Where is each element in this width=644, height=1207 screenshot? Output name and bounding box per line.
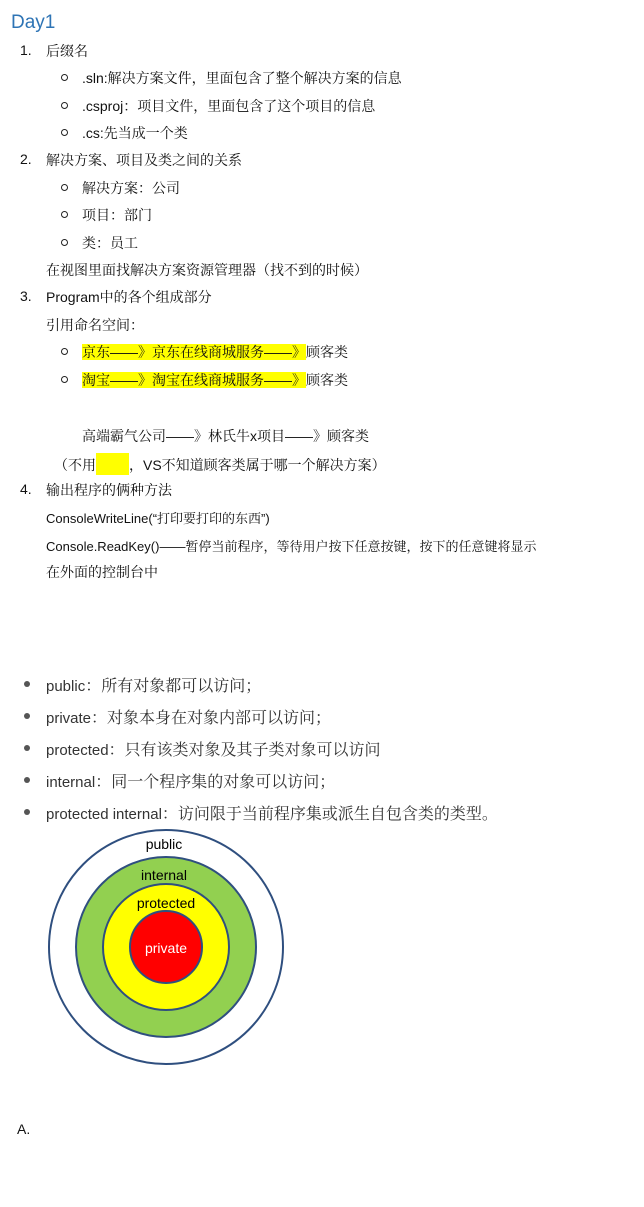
note-prefix: （不用 bbox=[54, 457, 96, 473]
list-item bbox=[82, 370, 348, 390]
label-protected: protected bbox=[136, 895, 196, 911]
code-line-continued: 在外面的控制台中 bbox=[46, 564, 158, 580]
section-3-heading: Program中的各个组成部分 bbox=[46, 289, 212, 305]
bullet-circle-icon bbox=[61, 102, 68, 109]
bullet-circle-icon bbox=[61, 376, 68, 383]
section-2-heading: 解决方案、项目及类之间的关系 bbox=[46, 152, 242, 168]
section-4-heading: 输出程序的俩种方法 bbox=[46, 482, 172, 498]
access-level-diagram bbox=[46, 827, 286, 1067]
bullet-dot-icon bbox=[24, 713, 30, 719]
list-item: 解决方案：公司 bbox=[82, 180, 180, 196]
access-item-internal bbox=[46, 769, 335, 792]
page-title: Day1 bbox=[11, 12, 56, 33]
access-item-protected-internal bbox=[46, 801, 498, 824]
bullet-circle-icon bbox=[61, 348, 68, 355]
highlight-blank bbox=[96, 453, 129, 475]
label-private: private bbox=[144, 940, 188, 956]
access-keyword: public bbox=[46, 678, 86, 695]
list-item: 类：员工 bbox=[82, 235, 138, 251]
access-description: ：对象本身在对象内部可以访问； bbox=[91, 710, 332, 727]
bullet-circle-icon bbox=[61, 239, 68, 246]
access-item-private bbox=[46, 705, 331, 728]
bullet-circle-icon bbox=[61, 184, 68, 191]
bullet-dot-icon bbox=[24, 777, 30, 783]
section-4-number: 4. bbox=[20, 481, 32, 497]
section-3-note bbox=[54, 453, 386, 475]
code-line: Console.ReadKey()——暂停当前程序，等待用户按下任意按键，按下的任意键将显示 bbox=[46, 539, 537, 554]
access-description: ：访问限于当前程序集或派生自包含类的类型。 bbox=[161, 806, 498, 823]
footer-marker: A. bbox=[17, 1121, 31, 1137]
access-keyword: private bbox=[46, 710, 92, 727]
bullet-circle-icon bbox=[61, 129, 68, 136]
list-item: 项目：部门 bbox=[82, 207, 152, 223]
code-line: ConsoleWriteLine(“打印要打印的东西”) bbox=[46, 511, 270, 526]
access-description: ：同一个程序集的对象可以访问； bbox=[95, 774, 336, 791]
bullet-circle-icon bbox=[61, 74, 68, 81]
access-description: ：所有对象都可以访问； bbox=[85, 678, 262, 695]
list-item bbox=[82, 342, 348, 362]
list-item: .sln:解决方案文件，里面包含了整个解决方案的信息 bbox=[82, 70, 402, 86]
highlighted-text: 淘宝——》淘宝在线商城服务——》 bbox=[82, 372, 306, 388]
section-3-example: 高端霸气公司——》林氏牛x项目——》顾客类 bbox=[82, 428, 369, 444]
section-2-number: 2. bbox=[20, 151, 32, 167]
bullet-circle-icon bbox=[61, 211, 68, 218]
list-item: .csproj：项目文件，里面包含了这个项目的信息 bbox=[82, 98, 376, 114]
bullet-dot-icon bbox=[24, 809, 30, 815]
access-keyword: protected bbox=[46, 742, 109, 759]
access-keyword: internal bbox=[46, 774, 96, 791]
section-1-number: 1. bbox=[20, 42, 32, 58]
bullet-dot-icon bbox=[24, 681, 30, 687]
section-3-subheading: 引用命名空间： bbox=[46, 317, 144, 333]
access-description: ：只有该类对象及其子类对象可以访问 bbox=[108, 742, 381, 759]
note-suffix: ，VS不知道顾客类属于哪一个解决方案） bbox=[129, 457, 386, 473]
list-item-suffix: 顾客类 bbox=[306, 344, 348, 360]
list-item: .cs:先当成一个类 bbox=[82, 125, 188, 141]
label-internal: internal bbox=[141, 867, 187, 883]
access-item-public bbox=[46, 673, 261, 696]
bullet-dot-icon bbox=[24, 745, 30, 751]
access-item-protected bbox=[46, 737, 381, 760]
access-keyword: protected internal bbox=[46, 806, 162, 823]
list-item-suffix: 顾客类 bbox=[306, 372, 348, 388]
highlighted-text: 京东——》京东在线商城服务——》 bbox=[82, 344, 306, 360]
section-1-heading: 后缀名 bbox=[46, 43, 88, 59]
label-public: public bbox=[145, 836, 183, 852]
section-2-note: 在视图里面找解决方案资源管理器（找不到的时候） bbox=[46, 262, 368, 278]
section-3-number: 3. bbox=[20, 288, 32, 304]
